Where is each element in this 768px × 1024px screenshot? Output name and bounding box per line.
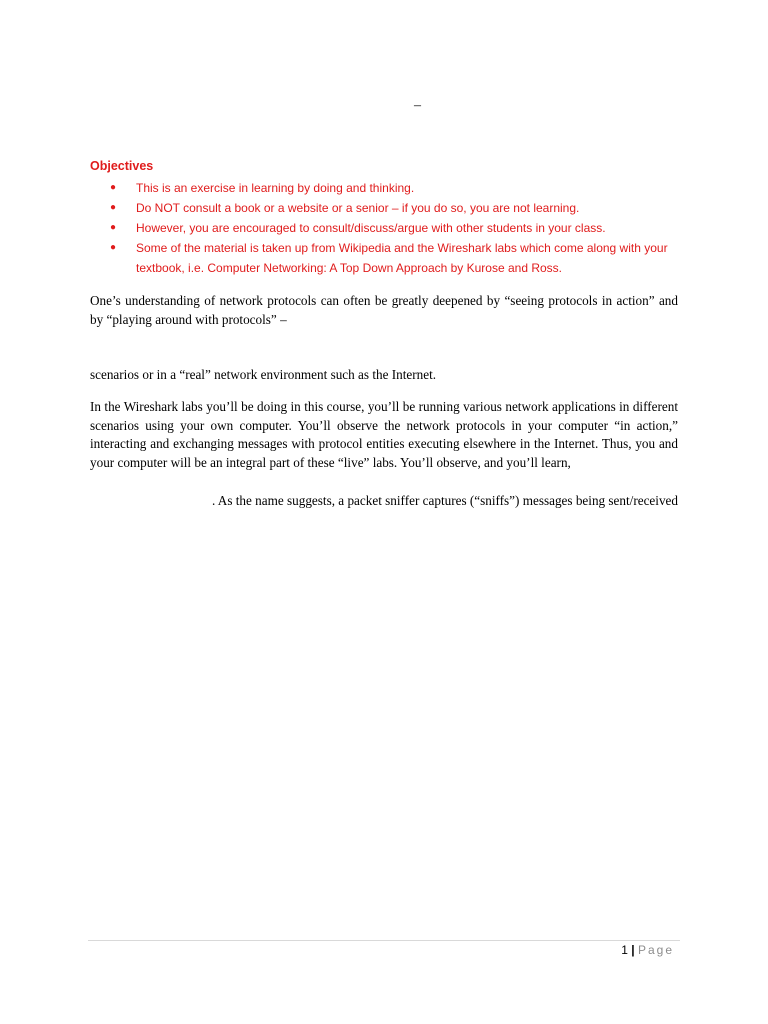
body-paragraph-3: In the Wireshark labs you’ll be doing in this course, you’ll be running various network applications in different scenarios using your own computer. You’ll observe the network protocols in your computer “in action,” interacting and exchanging messages with protocol entities executing elsewhere in the Internet. Thus, you and your computer will be an integral part of these “live” labs. You’ll observe, and you’ll learn, — [90, 399, 678, 470]
page-number: 1 — [621, 943, 628, 957]
bullet-icon: ● — [110, 182, 117, 193]
body-paragraph-4: . As the name suggests, a packet sniffer captures (“sniffs”) messages being sent/received — [211, 493, 678, 508]
objective-item — [110, 238, 680, 278]
page-footer — [621, 943, 674, 957]
body-paragraph-1: One’s understanding of network protocols can often be greatly deepened by “seeing protocols in action” and by “playing around with protocols” – — [90, 293, 678, 327]
bullet-icon: ● — [110, 222, 117, 233]
page-label: Page — [637, 943, 674, 957]
footer-separator: | — [631, 943, 635, 957]
footer-divider — [88, 940, 680, 941]
objective-text: This is an exercise in learning by doing and thinking. — [136, 181, 415, 195]
objectives-list — [110, 178, 680, 278]
objective-text: Some of the material is taken up from Wikipedia and the Wireshark labs which come along with your textbook, i.e. Computer Networking: A Top Down Approach by Kurose and Ross. — [136, 241, 668, 275]
objective-item — [110, 218, 680, 238]
objective-text: However, you are encouraged to consult/discuss/argue with other students in your class. — [136, 221, 606, 235]
header-dash: – — [414, 98, 421, 113]
objectives-heading: Objectives — [90, 159, 154, 173]
objective-item — [110, 198, 680, 218]
body-paragraph-2: scenarios or in a “real” network environment such as the Internet. — [90, 367, 437, 382]
bullet-icon: ● — [110, 242, 117, 253]
objective-text: Do NOT consult a book or a website or a senior – if you do so, you are not learning. — [136, 201, 580, 215]
bullet-icon: ● — [110, 202, 117, 213]
objective-item — [110, 178, 680, 198]
